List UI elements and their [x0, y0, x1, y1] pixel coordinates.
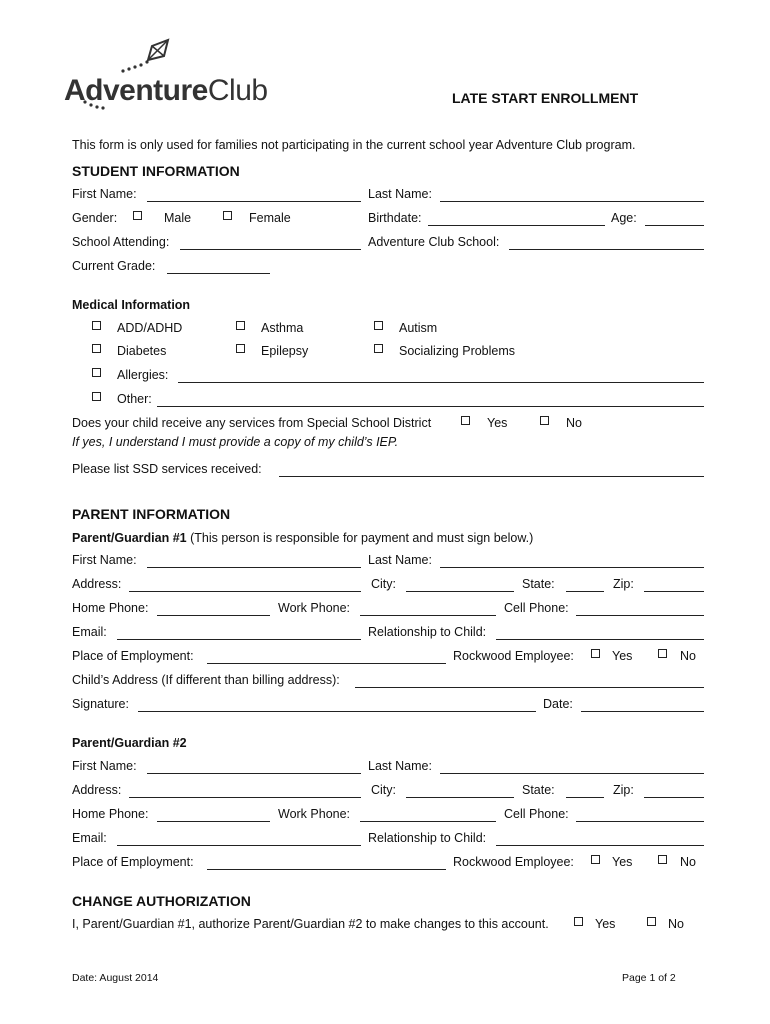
current-grade-field[interactable] [167, 273, 270, 274]
g1-email-field[interactable] [117, 639, 361, 640]
adhd-checkbox[interactable] [92, 321, 101, 330]
ssd-no-label: No [566, 416, 582, 430]
ac-school-label: Adventure Club School: [368, 235, 500, 249]
allergies-checkbox[interactable] [92, 368, 101, 377]
other-checkbox[interactable] [92, 392, 101, 401]
guardian1-note: (This person is responsible for payment and must sign below.) [186, 531, 534, 545]
change-no-checkbox[interactable] [647, 917, 656, 926]
student-first-name-field[interactable] [147, 201, 361, 202]
g2-city-label: City: [371, 783, 396, 797]
male-label: Male [164, 211, 192, 225]
other-label: Other: [117, 392, 152, 406]
g1-relationship-label: Relationship to Child: [368, 625, 487, 639]
g2-cell-phone-label: Cell Phone: [504, 807, 569, 821]
signature-field[interactable] [138, 711, 536, 712]
female-checkbox[interactable] [223, 211, 232, 220]
socializing-label: Socializing Problems [399, 344, 516, 358]
g1-cell-phone-field[interactable] [576, 615, 704, 616]
g1-rockwood-no-label: No [680, 649, 696, 663]
g1-zip-field[interactable] [644, 591, 704, 592]
g1-work-phone-field[interactable] [360, 615, 496, 616]
g2-rockwood-yes-checkbox[interactable] [591, 855, 600, 864]
gender-label: Gender: [72, 211, 118, 225]
iep-note: If yes, I understand I must provide a copy of my child’s IEP. [72, 435, 399, 449]
g2-zip-field[interactable] [644, 797, 704, 798]
g1-employment-field[interactable] [207, 663, 446, 664]
socializing-checkbox[interactable] [374, 344, 383, 353]
signature-label: Signature: [72, 697, 129, 711]
g1-address-field[interactable] [129, 591, 361, 592]
footer-page: Page 1 of 2 [622, 972, 676, 984]
parent-heading: PARENT INFORMATION [72, 506, 231, 522]
g2-last-name-field[interactable] [440, 773, 704, 774]
g1-rockwood-no-checkbox[interactable] [658, 649, 667, 658]
g2-cell-phone-field[interactable] [576, 821, 704, 822]
current-grade-label: Current Grade: [72, 259, 156, 273]
g1-state-label: State: [522, 577, 555, 591]
allergies-field[interactable] [178, 382, 704, 383]
g1-city-field[interactable] [406, 591, 514, 592]
g2-state-label: State: [522, 783, 555, 797]
g1-rockwood-yes-label: Yes [612, 649, 633, 663]
g2-relationship-field[interactable] [496, 845, 704, 846]
asthma-label: Asthma [261, 321, 304, 335]
g2-last-name-label: Last Name: [368, 759, 432, 773]
g2-rockwood-label: Rockwood Employee: [453, 855, 574, 869]
medical-heading: Medical Information [72, 298, 191, 312]
ssd-no-checkbox[interactable] [540, 416, 549, 425]
g2-zip-label: Zip: [613, 783, 634, 797]
g1-last-name-label: Last Name: [368, 553, 432, 567]
g2-rockwood-no-label: No [680, 855, 696, 869]
epilepsy-label: Epilepsy [261, 344, 309, 358]
diabetes-label: Diabetes [117, 344, 167, 358]
school-attending-field[interactable] [180, 249, 361, 250]
g2-work-phone-label: Work Phone: [278, 807, 351, 821]
change-yes-label: Yes [595, 917, 616, 931]
g2-rockwood-no-checkbox[interactable] [658, 855, 667, 864]
g1-cell-phone-label: Cell Phone: [504, 601, 569, 615]
g1-work-phone-label: Work Phone: [278, 601, 351, 615]
g1-last-name-field[interactable] [440, 567, 704, 568]
signature-date-label: Date: [543, 697, 573, 711]
g1-city-label: City: [371, 577, 396, 591]
age-field[interactable] [645, 225, 704, 226]
age-label: Age: [611, 211, 637, 225]
autism-checkbox[interactable] [374, 321, 383, 330]
school-attending-label: School Attending: [72, 235, 170, 249]
student-heading: STUDENT INFORMATION [72, 163, 240, 179]
female-label: Female [249, 211, 291, 225]
g1-home-phone-field[interactable] [157, 615, 270, 616]
allergies-label: Allergies: [117, 368, 169, 382]
birthdate-label: Birthdate: [368, 211, 422, 225]
epilepsy-checkbox[interactable] [236, 344, 245, 353]
g2-relationship-label: Relationship to Child: [368, 831, 487, 845]
guardian2-title: Parent/Guardian #2 [72, 736, 187, 750]
g1-first-name-field[interactable] [147, 567, 361, 568]
guardian1-title: Parent/Guardian #1 [72, 531, 187, 545]
g1-address-label: Address: [72, 577, 122, 591]
ssd-services-field[interactable] [279, 476, 704, 477]
ssd-yes-label: Yes [487, 416, 508, 430]
g2-first-name-field[interactable] [147, 773, 361, 774]
change-no-label: No [668, 917, 684, 931]
g2-address-field[interactable] [129, 797, 361, 798]
guardian1-title-line [72, 531, 533, 545]
g2-first-name-label: First Name: [72, 759, 137, 773]
g2-home-phone-field[interactable] [157, 821, 270, 822]
g1-home-phone-label: Home Phone: [72, 601, 149, 615]
g1-rockwood-yes-checkbox[interactable] [591, 649, 600, 658]
signature-date-field[interactable] [581, 711, 704, 712]
child-address-label: Child’s Address (If different than billing address): [72, 673, 340, 687]
ssd-services-label: Please list SSD services received: [72, 462, 262, 476]
g1-rockwood-label: Rockwood Employee: [453, 649, 574, 663]
diabetes-checkbox[interactable] [92, 344, 101, 353]
g1-relationship-field[interactable] [496, 639, 704, 640]
g2-work-phone-field[interactable] [360, 821, 496, 822]
g2-employment-label: Place of Employment: [72, 855, 194, 869]
g1-email-label: Email: [72, 625, 107, 639]
g1-employment-label: Place of Employment: [72, 649, 194, 663]
asthma-checkbox[interactable] [236, 321, 245, 330]
logo-brand-light: Club [207, 74, 268, 107]
other-field[interactable] [157, 406, 704, 407]
g2-email-label: Email: [72, 831, 107, 845]
g2-address-label: Address: [72, 783, 122, 797]
male-checkbox[interactable] [133, 211, 142, 220]
g2-city-field[interactable] [406, 797, 514, 798]
ssd-yes-checkbox[interactable] [461, 416, 470, 425]
student-first-name-label: First Name: [72, 187, 137, 201]
ac-school-field[interactable] [509, 249, 704, 250]
g1-zip-label: Zip: [613, 577, 634, 591]
intro-text: This form is only used for families not participating in the current school year Adventure Club program. [72, 138, 636, 152]
adhd-label: ADD/ADHD [117, 321, 183, 335]
child-address-field[interactable] [355, 687, 704, 688]
student-last-name-field[interactable] [440, 201, 704, 202]
ssd-question: Does your child receive any services from Special School District [72, 416, 432, 430]
autism-label: Autism [399, 321, 438, 335]
birthdate-field[interactable] [428, 225, 605, 226]
g2-home-phone-label: Home Phone: [72, 807, 149, 821]
student-last-name-label: Last Name: [368, 187, 432, 201]
g2-state-field[interactable] [566, 797, 604, 798]
page-title: LATE START ENROLLMENT [452, 90, 639, 106]
change-heading: CHANGE AUTHORIZATION [72, 893, 251, 909]
g1-state-field[interactable] [566, 591, 604, 592]
g2-rockwood-yes-label: Yes [612, 855, 633, 869]
g2-employment-field[interactable] [207, 869, 446, 870]
g1-first-name-label: First Name: [72, 553, 137, 567]
change-yes-checkbox[interactable] [574, 917, 583, 926]
logo-brand-bold: Adventure [64, 74, 208, 107]
g2-email-field[interactable] [117, 845, 361, 846]
footer-date: Date: August 2014 [72, 972, 159, 984]
change-text: I, Parent/Guardian #1, authorize Parent/Guardian #2 to make changes to this account. [72, 917, 549, 931]
